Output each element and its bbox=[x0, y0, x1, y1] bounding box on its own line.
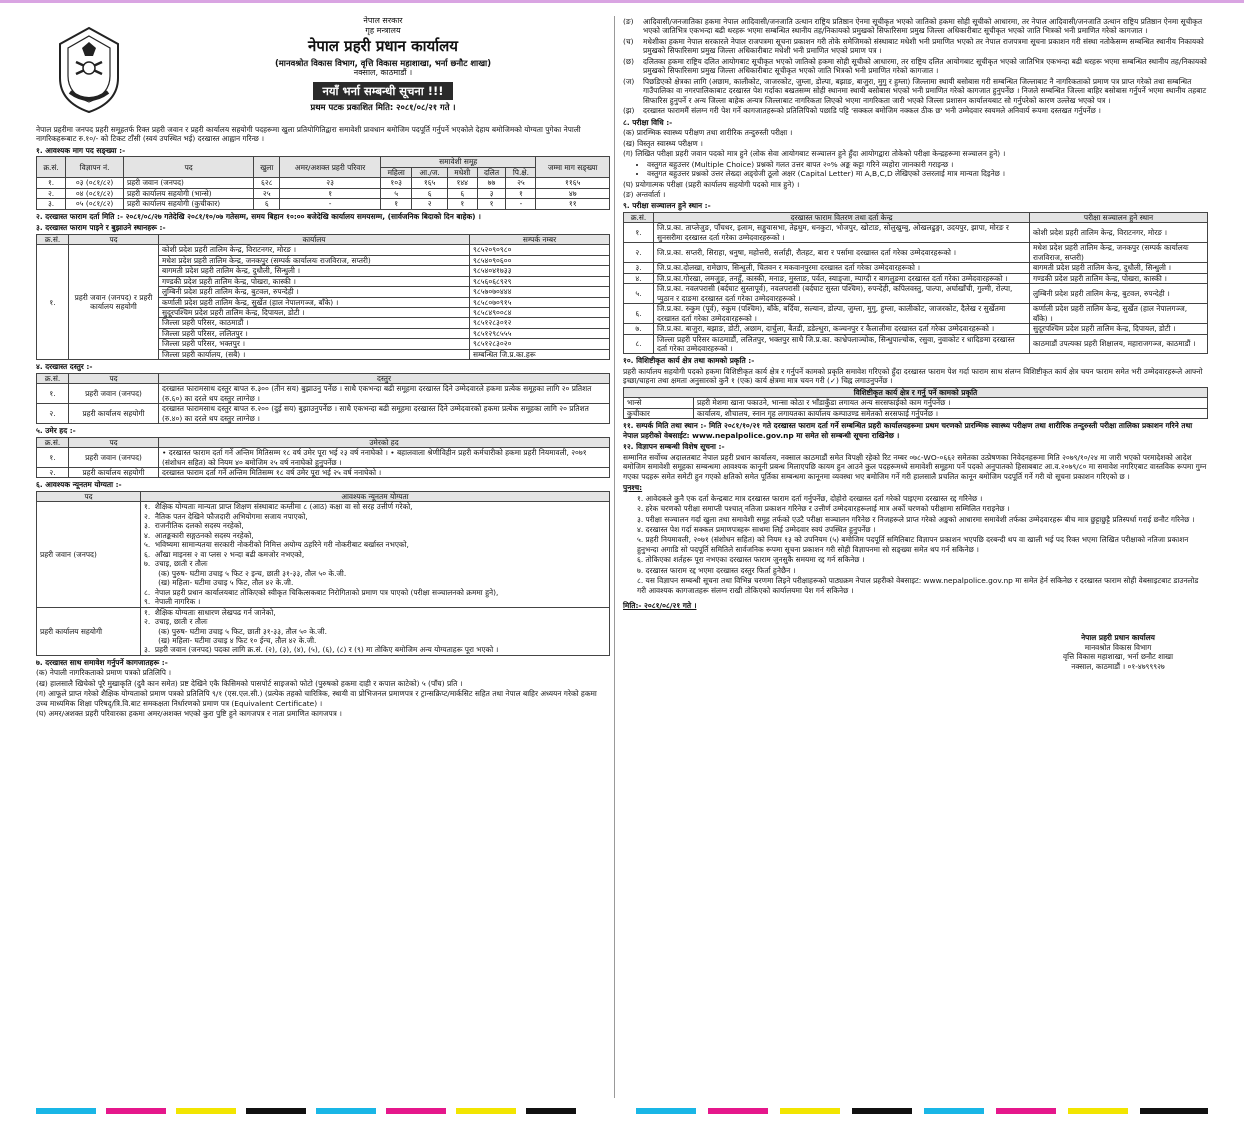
exam-method-item: (घ) प्रयोगात्मक परीक्षा (प्रहरी कार्यालय सहयोगी पदको मात्र हुने) । bbox=[623, 179, 800, 189]
table-cell: १६५ bbox=[412, 178, 447, 188]
swatch-cyan bbox=[36, 1108, 96, 1114]
table-row bbox=[624, 223, 1208, 243]
work-desc: कार्यालय, शौचालय, स्नान गृह लगायतका कार्यालय कम्पाउण्ड समेतको सरसफाई गर्नुपर्नेछ । bbox=[694, 408, 1208, 418]
table-cell: ३. bbox=[37, 199, 66, 209]
qualification-item: १. शैक्षिक योग्यताः मान्यता प्राप्त शिक्षण संस्थाबाट कम्तीमा ८ (आठ) कक्षा वा सो सरह उत्तीर्ण गरेको, bbox=[144, 502, 413, 512]
table-row bbox=[624, 273, 1208, 283]
table-cell: • दरखास्त फाराम दर्ता गर्ने अन्तिम मितिसम्म १८ वर्ष उमेर पूरा भई २३ वर्ष ननाघेको । • बहालवाला श्रेणीविहीन प्रहरी कर्मचारीको हकमा प्रहरी नियमावली, २०७१ (संशोधन सहित) को नियम ४० बमोजिम २५ वर्ष ननाघेको हुनुपर्नेछ । bbox=[159, 448, 610, 468]
qualification-item: ८. नेपाल प्रहरी प्रधान कार्यालयबाट तोकिएको स्वीकृत चिकित्सकबाट निरोगिताको प्रमाण पत्र पाएको (परीक्षा सञ्चालनको क्रममा हुने), bbox=[144, 587, 499, 597]
table-row bbox=[624, 304, 1208, 324]
table-cell: २५ bbox=[254, 188, 280, 198]
table-cell: जि.प्र.का. नवलपरासी (बर्दघाट सुस्तापूर्व), नवलपरासी (बर्दघाट सुस्ता पश्चिम), रुपन्देही, कपिलवस्तु, पाल्पा, अर्घाखाँची, गुल्मी, रोल्पा, प्युठान र दाङमा दरखास्त दर्ता गरेका उम्मेदवारहरूको । bbox=[654, 284, 1030, 304]
postscript-item: ५. प्रहरी नियमावली, २०७१ (संशोधन सहित) को नियम १३ को उपनियम (५) बमोजिम पदपूर्ति समितिबाट विज्ञापन प्रकाशन भएपछि दरबन्दी थप वा खाली भई पद रिक्त भएमा लिखित परीक्षाको नतिजा प्रकाशन हुनुभन्दा अगाडि सो पदपूर्ति समितिले सार्वजनिक रूपमा सूचना प्रकाशन गरी सोही विज्ञापनमा सो सङ्ख्या समेत थप गर्न सकिनेछ । bbox=[637, 535, 1189, 554]
qualification-item: ३. राजनीतिक दलको सदस्य नरहेको, bbox=[144, 521, 244, 531]
table-cell: काठमाडौं उपत्यका प्रहरी शिक्षालय, महाराजगञ्ज, काठमाडौं । bbox=[1030, 334, 1208, 354]
qualification-item: २. नैतिक पतन देखिने फौजदारी अभियोगमा सजाय नपाएको, bbox=[144, 511, 308, 521]
office-name: बागमती प्रदेश प्रहरी तालिम केन्द्र, दुधौली, सिन्धुली । bbox=[159, 266, 470, 276]
table-cell: २५ bbox=[506, 178, 536, 188]
table-cell: १. bbox=[624, 223, 654, 243]
table-cell: ७७ bbox=[477, 178, 506, 188]
qualification-item: १. शैक्षिक योग्यताः साधारण लेखपढ गर्न जानेको, bbox=[144, 607, 276, 617]
table-cell: १. bbox=[37, 448, 69, 468]
qualification-item: (ख) महिला- घटीमा उचाइ ४ फिट १० ईन्च, तौल ४२ के.जी. bbox=[144, 635, 317, 645]
table-cell: प्रहरी कार्यालय सहयोगी (भान्से) bbox=[124, 188, 254, 198]
office-name: सुदूरपश्चिम प्रदेश प्रहरी तालिम केन्द्र, दिपायल, डोटी । bbox=[159, 307, 470, 317]
notice-banner: नयाँ भर्ना सम्बन्धी सूचना !!! bbox=[313, 82, 454, 101]
table-cell: ७. bbox=[624, 324, 654, 334]
qualification-item: (क) पुरुष- घटीमा उचाइ ५ फिट, छाती ३१-३३, तौल ५० के.जी. bbox=[144, 626, 327, 636]
table-cell: २. bbox=[37, 468, 69, 478]
table-cell: प्रहरी जवान (जनपद) bbox=[69, 384, 159, 404]
postscript-item: ८. यस विज्ञापन सम्बन्धी सूचना तथा विभिन्न चरणमा लिइने परीक्षाहरूको पाठ्यक्रम नेपाल प्रहरीको वेबसाइट: www.nepalpolice.gov.np मा समेत हेर्न सकिनेछ र दरखास्त फाराम सोही वेबसाइटबाट डाउनलोड गरी आवश्यक कागजातहरू संलग्न राखी तोकिएको कार्यालयमा पेश गर्न सकिनेछ । bbox=[637, 576, 1199, 595]
table-cell: १ bbox=[506, 188, 536, 198]
table-cell: प्रहरी जवान (जनपद) bbox=[124, 178, 254, 188]
office-name: जिल्ला प्रहरी परिसर, भक्तपुर । bbox=[159, 339, 470, 349]
documents-list-continued bbox=[623, 17, 1208, 116]
office-sn: १. bbox=[37, 245, 69, 360]
th-post: पद bbox=[124, 157, 254, 178]
office-title: नेपाल प्रहरी प्रधान कार्यालय bbox=[308, 37, 458, 56]
office-contact: ९८५४०९०६०० bbox=[470, 255, 610, 265]
swatch-black bbox=[1140, 1108, 1208, 1114]
swatch-yellow bbox=[1068, 1108, 1128, 1114]
document-item-key: (ज) bbox=[623, 76, 635, 86]
section-12-text: सम्मानित सर्वोच्च अदालतबाट नेपाल प्रहरी प्रधान कार्यालय, नक्साल काठमाडौं समेत विपक्षी रहेको रिट नम्बर ०७८-WO-०६६२ समेतका उत्प्रेषणका निवेदनहरूमा मिति २०७९/१०/२४ मा जारी भएको परमादेशको आदेश बमोजिम समावेशी समूहका सम्बन्धमा आवश्यक कानूनी प्रबन्ध मिलाएपछि कायम हुन आउने कुल पदहरूमध्ये समावेशी समूहमा पर्ने पदको अनुपातको हिसाबबाट आ.व.२०७९/८० मा समावेश नगरिएबाट वास्तविक रूपमा गुम्न गएका पदहरू समेत समेटी हुन गएको क्षतिको समेत पूर्तिका सम्बन्धमा कानूनमा व्यवस्था भए बमोजिम गर्ने गरी हालसालै प्रचलित कानून बमोजिम पदपूर्ति गर्ने गरी यो सूचना प्रकाशन गरिएको छ । bbox=[623, 452, 1207, 481]
table-cell: १ bbox=[280, 188, 381, 198]
table-cell: २. bbox=[37, 404, 69, 424]
section-7-title: ७. दरखास्त साथ समावेश गर्नुपर्ने कागजातहरू :- bbox=[36, 657, 168, 667]
office-contact: ९८५८०७०९१५ bbox=[470, 297, 610, 307]
swatch-black bbox=[852, 1108, 912, 1114]
document-item-text: मधेशीका हकमा नेपाल सरकारले नेपाल राजपत्रमा सूचना प्रकाशन गरी तोके समेजिमको संस्थाबाट मधेशी भनी प्रमाणित भएको तर नेपाल राजपत्रमा सूचना प्रकाशन गरी संस्था नतोकेसम्म सम्बन्धित स्थानीय निकायको प्रमुखको सिफारिसमा प्रमुख जिल्ला अधिकारीबाट मधेशी भनी प्रमाणित भएको प्रमाण पत्र । bbox=[643, 36, 1204, 56]
document-item bbox=[623, 106, 1208, 115]
th-sn: क्र.सं. bbox=[624, 212, 654, 222]
footer-signature bbox=[1028, 633, 1208, 671]
office-contact: ९८५१२९८५५५ bbox=[470, 328, 610, 338]
qualification-item: ६. आँखा माइनस २ वा प्लस २ भन्दा बढी कमजोर नभएको, bbox=[144, 549, 305, 559]
th-exam-venue: परीक्षा सञ्चालन हुने स्थान bbox=[1030, 212, 1208, 222]
postscript-list bbox=[623, 494, 1208, 596]
swatch-cyan bbox=[636, 1108, 696, 1114]
table-cell: ५ bbox=[380, 188, 411, 198]
postscript-item: २. हरेक चरणको परीक्षा समाप्ती पश्चात् नतिजा प्रकाशन गरिनेछ र उत्तीर्ण उम्मेदवारहरूलाई मात्र अर्को चरणको परीक्षामा सम्मिलित गराइनेछ । bbox=[637, 504, 1010, 514]
table-cell: प्रहरी कार्यालय सहयोगी bbox=[69, 404, 159, 424]
postscript-item: ६. तोकिएका शर्तहरू पूरा नभएका दरखास्त फाराम जुनसुकै समयमा रद्द गर्न सकिनेछ । bbox=[637, 555, 865, 565]
table-cell: ११६५ bbox=[536, 178, 610, 188]
postscript-item: ७. दरखास्त फाराम रद्द भएमा दरखास्त दस्तुर फिर्ता हुनेछैन । bbox=[637, 565, 796, 575]
office-contact: सम्बन्धित जि.प्र.का.हरू bbox=[470, 349, 610, 359]
table-cell: २. bbox=[37, 188, 66, 198]
th-sn: क्र.सं. bbox=[37, 373, 69, 383]
th-sn: क्र.सं. bbox=[37, 234, 69, 244]
table-cell: १. bbox=[37, 384, 69, 404]
th-janajati: आ./ज. bbox=[412, 167, 447, 177]
office-name: कोशी प्रदेश प्रहरी तालिम केन्द्र, विराटनगर, मोरङ । bbox=[159, 245, 470, 255]
office-name: जिल्ला प्रहरी कार्यालय, (सबै) । bbox=[159, 349, 470, 359]
swatch-yellow bbox=[176, 1108, 236, 1114]
offices-table bbox=[36, 234, 610, 361]
table-cell: ६२८ bbox=[254, 178, 280, 188]
exam-bullets bbox=[647, 160, 1208, 179]
th-women: महिला bbox=[380, 167, 411, 177]
table-cell: लुम्बिनी प्रदेश प्रहरी तालिम केन्द्र, बुटवल, रुपन्देही । bbox=[1030, 284, 1208, 304]
th-post: पद bbox=[37, 491, 141, 501]
table-cell: - bbox=[506, 199, 536, 209]
left-column bbox=[36, 16, 614, 1098]
section-8-title: ८. परीक्षा विधि :- bbox=[623, 117, 673, 127]
office-contact: ९८५४०४१७३३ bbox=[470, 266, 610, 276]
qualification-item: ५. भविष्यमा सामान्यतया सरकारी नोकरीको निमित्त अयोग्य ठहरिने गरी नोकरीबाट बर्खास्त नभएको, bbox=[144, 540, 409, 550]
table-cell: ०४ (०८१/८२) bbox=[66, 188, 124, 198]
office-contact: ९८५२०९०९८० bbox=[470, 245, 610, 255]
qualification-item: (क) पुरुष- घटीमा उचाइ ५ फिट २ इन्च, छाती ३१-३३, तौल ५० के.जी. bbox=[144, 568, 347, 578]
table-cell: २ bbox=[412, 199, 447, 209]
office-contact: ९८५६०६८९२९ bbox=[470, 276, 610, 286]
table-row bbox=[624, 324, 1208, 334]
document-item-text: दरखास्त फाराममैं संलग्न गरी पेश गर्ने कागजातहरूको प्रतिलिपिको पछाडि पट्टि 'सक्कल बमोजिम नक्कल ठीक छ' भनी उम्मेदवार स्वयमले अनिवार्य रूपमा दस्तखत गर्नुपर्नेछ । bbox=[643, 106, 1101, 116]
table-row bbox=[624, 398, 1208, 408]
table-cell: ०५ (०८१/८२) bbox=[66, 199, 124, 209]
th-dalit: दलित bbox=[477, 167, 506, 177]
th-martyr-family: अमर/अशक्त प्रहरी परिवार bbox=[280, 157, 381, 178]
table-row bbox=[37, 468, 610, 478]
section-4-title: ४. दरखास्त दस्तुर :- bbox=[36, 362, 93, 372]
th-sn: क्र.सं. bbox=[37, 157, 66, 178]
office-contact: ९८५१२८३०१२ bbox=[470, 318, 610, 328]
table-cell: सुदूरपश्चिम प्रदेश प्रहरी तालिम केन्द्र, दिपायल, डोटी । bbox=[1030, 324, 1208, 334]
th-open: खुला bbox=[254, 157, 280, 178]
table-cell: गण्डकी प्रदेश प्रहरी तालिम केन्द्र, पोखरा, कास्की । bbox=[1030, 273, 1208, 283]
table-cell: ०३ (०८१/८२) bbox=[66, 178, 124, 188]
th-work-nature: विशिष्टीकृत कार्य क्षेत्र र गर्नु पर्ने कामको प्रकृति bbox=[624, 387, 1208, 397]
qualification-item: ३. प्रहरी जवान (जनपद) पदका लागि क्र.सं. (२), (३), (४), (५), (६), (८) र (९) मा तोकिए बमोजिम अन्य योग्यताहरू पूरा भएको । bbox=[144, 645, 499, 655]
th-madhesi: मधेशी bbox=[447, 167, 477, 177]
document-item bbox=[623, 57, 1208, 76]
table-cell: - bbox=[280, 199, 381, 209]
office-name: लुम्बिनी प्रदेश प्रहरी तालिम केन्द्र, बुटवल, रुपन्देही । bbox=[159, 287, 470, 297]
table-row bbox=[37, 199, 610, 209]
table-cell: ४७ bbox=[536, 188, 610, 198]
positions-table bbox=[36, 156, 610, 209]
qualification-item: ७. उचाइ, छाती र तौलः bbox=[144, 559, 208, 569]
exam-bullet-item: • वस्तुगत बहुउत्तर (Multiple Choice) प्रश्नको गलत उत्तर बापत २०% अङ्क कट्टा गरिने व्यहोरा जानकारी गराइन्छ । bbox=[647, 160, 1208, 169]
table-cell: ६ bbox=[412, 188, 447, 198]
exam-method-list bbox=[623, 128, 1208, 199]
postscript-item: १. आवेदकले कुनै एक दर्ता केन्द्रबाट मात्र दरखास्त फाराम दर्ता गर्नुपर्नेछ, दोहोरो दरखास्त दर्ता गरेको पाइएमा दरखास्त रद्द गरिनेछ । bbox=[637, 493, 983, 503]
notice-header bbox=[36, 16, 610, 124]
exam-method-item: (ङ) अन्तर्वार्ता । bbox=[623, 189, 666, 199]
division-line: (मानवश्रोत विकास विभाग, वृत्ति विकास महाशाखा, भर्ना छनौट शाखा) bbox=[274, 57, 492, 68]
exam-bullet-item: • वस्तुगत बहुउत्तर प्रश्नको उत्तर लेख्दा अङ्ग्रेजी ठूलो अक्षर (Capital Letter) मा A,B,C,D लेखिएको उत्तरलाई मात्र मान्यता दिइनेछ । bbox=[647, 169, 1208, 178]
office-name: कर्णाली प्रदेश प्रहरी तालिम केन्द्र, सुर्खेत (हाल नेपालगञ्ज, बाँके) । bbox=[159, 297, 470, 307]
right-column bbox=[614, 16, 1208, 1098]
office-contact: ९८५१२८३०२० bbox=[470, 339, 610, 349]
location-line: नक्साल, काठमाडौं । bbox=[353, 68, 413, 78]
exam-method-item: (ख) विस्तृत स्वास्थ्य परीक्षण । bbox=[623, 138, 703, 148]
document-item-key: (च) bbox=[623, 36, 634, 46]
table-cell: ६. bbox=[624, 304, 654, 324]
footer-branch: वृत्ति विकास महाशाखा, भर्ना छनौट शाखा bbox=[1062, 652, 1174, 662]
table-cell: प्रहरी कार्यालय सहयोगी bbox=[69, 468, 159, 478]
nepal-police-emblem-icon bbox=[52, 22, 126, 114]
qualification-item: ४. आतङ्ककारी सङ्गठनको सदस्य नरहेको, bbox=[144, 530, 254, 540]
exam-centers-table bbox=[623, 212, 1208, 355]
table-row bbox=[37, 404, 610, 424]
table-cell: जि.प्र.का. ताप्लेजुङ, पाँचथर, इलाम, सङ्खुवासभा, तेह्रथुम, धनकुटा, भोजपुर, खोटाङ, सोलुखुम्बु, ओखलढुङ्गा, उदयपुर, झापा, मोरङ र सुनसरीमा दरखास्त दर्ता गरेका उम्मेदवारहरूको । bbox=[654, 223, 1030, 243]
documents-list bbox=[36, 668, 610, 718]
swatch-magenta bbox=[106, 1108, 166, 1114]
th-age-limit: उमेरको हद bbox=[159, 437, 610, 447]
section-11-text: ११. सम्पर्क मिति तथा स्थान :- मिति २०८१/१०/२१ गते दरखास्त फाराम दर्ता गर्ने सम्बन्धित प्रहरी कार्यालयहरूमा प्रथम चरणको प्रारम्भिक स्वास्थ्य परीक्षण तथा शारीरिक तन्दुरुस्ती परीक्षा तालिका प्रकाशन गरिने तथा नेपाल प्रहरीको वेबसाईट: www.nepalpolice.gov.np मा समेत सो सम्बन्धी सूचना राखिनेछ । bbox=[623, 421, 1193, 440]
table-cell: जिल्ला प्रहरी परिसर काठमाडौं, ललितपुर, भक्तपुर साथै जि.प्र.का. काभ्रेपलाञ्चोक, सिन्धुपाल्चोक, रसुवा, नुवाकोट र धादिङमा दरखास्त दर्ता गरेका उम्मेदवारहरूको । bbox=[654, 334, 1030, 354]
table-row bbox=[624, 263, 1208, 273]
table-cell: २. bbox=[624, 243, 654, 263]
table-cell: ३. bbox=[624, 263, 654, 273]
swatch-magenta bbox=[386, 1108, 446, 1114]
section-1-title: १. आवश्यक माग पद सङ्ख्या :- bbox=[36, 145, 126, 155]
office-contact: ९८५७०७०४४४ bbox=[470, 287, 610, 297]
table-cell: ६ bbox=[447, 188, 477, 198]
fee-table bbox=[36, 373, 610, 424]
table-row bbox=[37, 384, 610, 404]
th-office: कार्यालय bbox=[159, 234, 470, 244]
qualification-item: (ख) महिला- घटीमा उचाइ ५ फिट, तौल ४२ के.जी. bbox=[144, 578, 294, 588]
table-row bbox=[37, 448, 610, 468]
office-name: मधेश प्रदेश प्रहरी तालिम केन्द्र, जनकपुर (सम्पर्क कार्यालयः राजविराज, सप्तरी) bbox=[159, 255, 470, 265]
table-cell: जि.प्र.का.गोरखा, लमजुङ, तनहुँ, कास्की, मनाङ, मुस्ताङ, पर्वत, स्याङ्जा, म्याग्दी र बागलुङमा दरखास्त दर्ता गरेका उम्मेदवारहरूको । bbox=[654, 273, 1030, 283]
section-10-text: प्रहरी कार्यालय सहयोगी पदको हकमा विशिष्टीकृत कार्य क्षेत्र र गर्नुपर्ने कामको प्रकृति समावेश गरिएको हुँदा दरखास्त फाराम पेश गर्दा फाराम साथ संलग्न विशिष्टीकृत कार्य क्षेत्र चयन फाराम समेत भरी उम्मेदवारहरूले आफ्नो इच्छा/चाहना तथा क्षमता अनुसारको कुनै १ (एक) कार्य क्षेत्रमा मात्र चयन गरी (✓) चिह्न लगाउनुपर्नेछ । bbox=[623, 366, 1203, 386]
document-item: (ख) हालसालै खिचेको पूरै मुखाकृति (दुवै कान समेत) प्रष्ट देखिने एकै किसिमको पासपोर्ट साइजको फोटो (पुरुषको हकमा दाही र कपाल काटेको) ५ (पाँच) प्रति । bbox=[36, 678, 463, 688]
document-item bbox=[623, 77, 1208, 105]
section-2-dates: २. दरखास्त फाराम दर्ता मिति :- २०८१/०८/२७ गतेदेखि २०८१/१०/०७ गतेसम्म, समय बिहान १०:०० बजेदेखि कार्यालय समयसम्म, (सार्वजनिक बिदाको दिन बाहेक) । bbox=[36, 211, 481, 221]
table-cell: प्रहरी जवान (जनपद) bbox=[69, 448, 159, 468]
qualification-item: ९. नेपाली नागरिक । bbox=[144, 597, 201, 607]
office-name: जिल्ला प्रहरी परिसर, काठमाडौं । bbox=[159, 318, 470, 328]
section-10-title: १०. विशिष्टीकृत कार्य क्षेत्र तथा कामको प्रकृति :- bbox=[623, 356, 755, 366]
section-5-title: ५. उमेर हद :- bbox=[36, 426, 76, 436]
document-item-key: (ङ) bbox=[623, 17, 634, 26]
postscript-title: पुनश्च: bbox=[623, 483, 643, 493]
th-inclusive-group: समावेशी समूह bbox=[380, 157, 536, 167]
table-cell: जि.प्र.का.दोलखा, रामेछाप, सिन्धुली, चितवन र मकवानपुरमा दरखास्त दर्ता गरेका उम्मेदवारहरूको । bbox=[654, 263, 1030, 273]
intro-text: नेपाल प्रहरीमा जनपद प्रहरी समूहतर्फ रिक्त प्रहरी जवान र प्रहरी कार्यालय सहयोगी पदहरूमा खुला प्रतियोगितिद्वारा समावेशी प्रावधान बमोजिम पदपूर्ति गर्नुपर्ने भएकोले देहाय बमोजिमको योग्यता पुगेका नेपाली नागरिकहरूबाट रु.१०/- को टिकट टाँसी (स्वयं उपस्थित भई) दरखास्त आह्वान गरिन्छ । bbox=[36, 125, 581, 144]
table-cell: ४. bbox=[624, 273, 654, 283]
document-item: (घ) अमर/अशक्त प्रहरी परिवारका हकमा अमर/अशक्त भएको कुरा पुष्टि हुने कागजपत्र र नाता प्रमाणित कागजपत्र । bbox=[36, 709, 342, 719]
table-cell: बागमती प्रदेश प्रहरी तालिम केन्द्र, दुधौली, सिन्धुली । bbox=[1030, 263, 1208, 273]
table-cell: ५. bbox=[624, 284, 654, 304]
top-rule bbox=[0, 0, 1244, 3]
age-table bbox=[36, 437, 610, 479]
table-cell: ८. bbox=[624, 334, 654, 354]
footer-date: मिति:- २०८१/०८/२१ गते । bbox=[623, 601, 697, 611]
postscript-item: ३. परीक्षा सञ्चालन गर्दा खुला तथा समावेशी समूह तर्फको एउटै परीक्षा सञ्चालन गरिनेछ र निजहरूले प्राप्त गरेको अङ्कको आधारमा समावेशी तर्फका उम्मेदवारहरू बीच मात्र छुट्टाछुट्टै प्रतिस्पर्धा गराई छनौट गरिनेछ । bbox=[637, 514, 1195, 524]
document-item-key: (झ) bbox=[623, 106, 635, 116]
swatch-yellow bbox=[780, 1108, 840, 1114]
work-post: कुचीकार bbox=[624, 408, 694, 418]
table-cell: कोशी प्रदेश प्रहरी तालिम केन्द्र, विराटनगर, मोरङ । bbox=[1030, 223, 1208, 243]
th-sn: क्र.सं. bbox=[37, 437, 69, 447]
section-3-title: ३. दरखास्त फाराम पाइने र बुझाउने स्थानहरू :- bbox=[36, 223, 166, 233]
qual-list-assistant bbox=[141, 607, 610, 655]
table-cell: कर्णाली प्रदेश प्रहरी तालिम केन्द्र, सुर्खेत (हाल नेपालगञ्ज, बाँके) । bbox=[1030, 304, 1208, 324]
table-cell: जि.प्र.का. रुकुम (पूर्व), रुकुम (पश्चिम), बाँके, बर्दिया, सल्यान, डोल्पा, जुम्ला, मुगु, हुम्ला, कालीकोट, जाजरकोट, दैलेख र सुर्खेतमा दरखास्त दर्ता गरेका उम्मेदवारहरूको । bbox=[654, 304, 1030, 324]
color-strip-right bbox=[636, 1108, 1208, 1114]
office-contact: ९८५८४९००८४ bbox=[470, 307, 610, 317]
swatch-yellow bbox=[456, 1108, 516, 1114]
table-cell: जि.प्र.का. बाजुरा, बझाङ, डोटी, अछाम, दार्चुला, बैतडी, डडेल्धुरा, कञ्चनपुर र कैलालीमा दरखास्त दर्ता गरेका उम्मेदवारहरूको । bbox=[654, 324, 1030, 334]
table-cell: दरखास्त फारामसाथ दस्तुर बापत रु.२०० (दुई सय) बुझाउनुपर्नेछ । साथै एकभन्दा बढी समूहमा दरखास्त दिने उम्मेदवारको हकमा प्रत्येक समूहका लागि २० प्रतिशत (रु.४०) का दरले थप दस्तुर लाग्नेछ । bbox=[159, 404, 610, 424]
table-cell: दरखास्त फाराम दर्ता गर्ने अन्तिम मितिसम्म १८ वर्ष उमेर पूरा भई २५ वर्ष ननाघेको । bbox=[159, 468, 610, 478]
document-item-text: दलितका हकमा राष्ट्रिय दलित आयोगबाट सूचीकृत भएको जातिको हकमा सोही सूचीको आधारमा, तर राष्ट्रिय दलित आयोगबाट सूचीकृत भएको जातिभित्र एकभन्दा बढी थरहरू भएमा सम्बन्धित स्थानीय तह/निकायको प्रमुखको सिफारिसमा प्रमुख जिल्ला अधिकारीबाट सूचीकृत भएको जाति भित्रको भनी प्रमाणित गरेको कागजात । bbox=[643, 56, 1207, 76]
qual-post-assistant: प्रहरी कार्यालय सहयोगी bbox=[37, 607, 141, 655]
table-cell: ६ bbox=[254, 199, 280, 209]
th-qualification: आवश्यक न्यूनतम योग्यता bbox=[141, 491, 610, 501]
exam-method-item: (ग) लिखित परीक्षा प्रहरी जवान पदको मात्र हुने (लोक सेवा आयोगबाट सञ्चालन हुने हुँदा आयोगद्वारा तोकेको परीक्षा केन्द्रहरूमा सञ्चालन हुने) । bbox=[623, 149, 1006, 159]
table-row bbox=[37, 245, 610, 255]
table-cell: १ bbox=[380, 199, 411, 209]
exam-method-item: (क) प्रारम्भिक स्वास्थ्य परीक्षण तथा शारीरिक तन्दुरुस्ती परीक्षा । bbox=[623, 128, 793, 138]
th-backward: पि.क्षे. bbox=[506, 167, 536, 177]
office-name: गण्डकी प्रदेश प्रहरी तालिम केन्द्र, पोखरा, कास्की । bbox=[159, 276, 470, 286]
qualification-table bbox=[36, 491, 610, 656]
document-item: (ग) आफूले प्राप्त गरेको शैक्षिक योग्यताको प्रमाण पत्रको प्रतिलिपि ९/१ (एस.एल.सी.) (प्रत्येक तहको चारित्रिक, स्थायी वा प्रोभिजनल प्रमाणपत्र र ट्रान्सक्रिप्ट/मार्कसिट सहित तथा नेपाल बाहिर अध्ययन गरेको हकमा उच्च माध्यमिक शिक्षा परिषद्/त्रि.वि.बाट समकक्षता निर्धारणको प्रमाण पत्र (Equivalent Certificate) । bbox=[36, 689, 597, 708]
section-6-title: ६. आवश्यक न्यूनतम योग्यता :- bbox=[36, 480, 122, 490]
document-item-key: (छ) bbox=[623, 56, 634, 66]
table-row bbox=[624, 408, 1208, 418]
table-cell: जि.प्र.का. सप्तरी, सिराहा, धनुषा, महोत्तरी, सर्लाही, रौतहट, बारा र पर्सामा दरखास्त दर्ता गरेका उम्मेदवारहरूको । bbox=[654, 243, 1030, 263]
work-desc: प्रहरी मेशमा खाना पकाउने, भान्सा कोठा र भाँडाकुँडा लगायत अन्य सरसफाईको काम गर्नुपर्नेछ । bbox=[694, 398, 1208, 408]
office-name: जिल्ला प्रहरी परिसर, ललितपुर । bbox=[159, 328, 470, 338]
section-9-title: ९. परीक्षा सञ्चालन हुने स्थान :- bbox=[623, 201, 711, 211]
document-item bbox=[623, 37, 1208, 56]
footer-department: मानवश्रोत विकास विभाग bbox=[1084, 642, 1152, 652]
org-line2: गृह मन्त्रालय bbox=[365, 26, 401, 36]
swatch-magenta bbox=[708, 1108, 768, 1114]
table-cell: १. bbox=[37, 178, 66, 188]
document-item: (क) नेपाली नागरिकताको प्रमाण पत्रको प्रतिलिपि । bbox=[36, 668, 172, 678]
work-post: भान्से bbox=[624, 398, 694, 408]
footer-office: नेपाल प्रहरी प्रधान कार्यालय bbox=[1081, 633, 1155, 643]
org-line1: नेपाल सरकार bbox=[363, 16, 403, 25]
document-item-text: पिछडिएको क्षेत्रका लागि (अछाम, कालीकोट, जाजरकोट, जुम्ला, डोल्पा, बझाङ, बाजुरा, मुगु र हुम्ला) जिल्लामा स्थायी बसोबास गरी सम्बन्धित जिल्लाबाट नै नागरिकताको प्रमाण पत्र प्राप्त गरेको तथा सम्बन्धित गाउँपालिका वा नगरपालिकाबाट दरखास्त पेश गर्दाका बखतसम्म सोही स्थानमा स्थायी बसोबास भएको भनी प्रमाणित गरेको कागजात हुनुपर्नेछ । निजले सम्बन्धित जिल्ला बाहिर बसोबास गर्नुपर्ने भएमा स्थानीय तहबाट सिफारिस हुनुपर्ने र अन्य जिल्ला बाहेक अन्यत्र जिल्लाबाट नागरिकता लिएको भएमा नागरिकता जारी भएको जिल्ला प्रशासन कार्यालयबाट सो गर्नुपरेको कारण उल्लेख भएको पत्र । bbox=[643, 76, 1207, 105]
table-row bbox=[624, 334, 1208, 354]
th-contact: सम्पर्क नम्बर bbox=[470, 234, 610, 244]
th-post: पद bbox=[69, 373, 159, 383]
table-cell: ३ bbox=[477, 188, 506, 198]
table-cell: १ bbox=[447, 199, 477, 209]
qual-list-constable bbox=[141, 502, 610, 607]
table-cell: १०३ bbox=[380, 178, 411, 188]
postscript-item: ४. दरखास्त पेश गर्दा सक्कल प्रमाणपत्रहरू साथमा लिई उम्मेदवार स्वयं उपस्थित हुनुपर्नेछ । bbox=[637, 524, 876, 534]
swatch-magenta bbox=[996, 1108, 1056, 1114]
footer-address: नक्साल, काठमाडौं । ०१-४७९९९२७ bbox=[1071, 661, 1165, 671]
swatch-black bbox=[526, 1108, 576, 1114]
section-12-title: १२. विज्ञापन सम्बन्धी विशेष सूचना :- bbox=[623, 442, 725, 452]
qualification-item: २. उचाइ, छाती र तौलः bbox=[144, 617, 208, 627]
table-cell: १ bbox=[477, 199, 506, 209]
publication-date: प्रथम पटक प्रकाशित मिति: २०८१/०८/२१ गते । bbox=[310, 102, 456, 113]
th-registration-center: दरखास्त फाराम वितरण तथा दर्ता केन्द्र bbox=[654, 212, 1030, 222]
table-cell: २३ bbox=[280, 178, 381, 188]
table-cell: ११ bbox=[536, 199, 610, 209]
work-nature-table bbox=[623, 387, 1208, 419]
document-item-text: आदिवासी/जनजातिका हकमा नेपाल आदिवासी/जनजाति उत्थान राष्ट्रिय प्रतिष्ठान ऐनमा सूचीकृत भएको जातिको हकमा सोही सूचीको आधारमा, तर नेपाल आदिवासी/जनजाति उत्थान राष्ट्रिय प्रतिष्ठान ऐनमा सूचीकृत भएको जातिभित्र एकभन्दा बढी थरहरू भएमा सम्बन्धित स्थानीय तह/निकायको प्रमुखको सिफारिसमा प्रमुख जिल्ला अधिकारीबाट सूचीकृत भएको जाति भित्रको भनी प्रमाणित गरेको कागजात । bbox=[643, 17, 1203, 36]
table-row bbox=[37, 188, 610, 198]
notice-page bbox=[36, 16, 1208, 1098]
office-post: प्रहरी जवान (जनपद) र प्रहरी कार्यालय सहयोगी bbox=[69, 245, 159, 360]
table-row bbox=[624, 284, 1208, 304]
color-strip-left bbox=[36, 1108, 576, 1114]
swatch-cyan bbox=[924, 1108, 984, 1114]
swatch-cyan bbox=[316, 1108, 376, 1114]
th-ad-no: विज्ञापन नं. bbox=[66, 157, 124, 178]
th-fee: दस्तुर bbox=[159, 373, 610, 383]
th-total: जम्मा माग सङ्ख्या bbox=[536, 157, 610, 178]
table-row bbox=[624, 243, 1208, 263]
table-row bbox=[37, 178, 610, 188]
table-cell: मधेश प्रदेश प्रहरी तालिम केन्द्र, जनकपुर (सम्पर्क कार्यालयः राजविराज, सप्तरी) bbox=[1030, 243, 1208, 263]
document-item bbox=[623, 17, 1208, 36]
th-post: पद bbox=[69, 437, 159, 447]
table-cell: दरखास्त फारामसाथ दस्तुर बापत रु.३०० (तीन सय) बुझाउनु पर्नेछ । साथै एकभन्दा बढी समूहमा दरखास्त दिने उम्मेदवारले हकमा प्रत्येक समूहका लागि २० प्रतिशत (रु.६०) का दरले थप दस्तुर लाग्नेछ । bbox=[159, 384, 610, 404]
th-post: पद bbox=[69, 234, 159, 244]
table-cell: प्रहरी कार्यालय सहयोगी (कुचीकार) bbox=[124, 199, 254, 209]
qual-post-constable: प्रहरी जवान (जनपद) bbox=[37, 502, 141, 607]
swatch-black bbox=[246, 1108, 306, 1114]
table-cell: १४४ bbox=[447, 178, 477, 188]
